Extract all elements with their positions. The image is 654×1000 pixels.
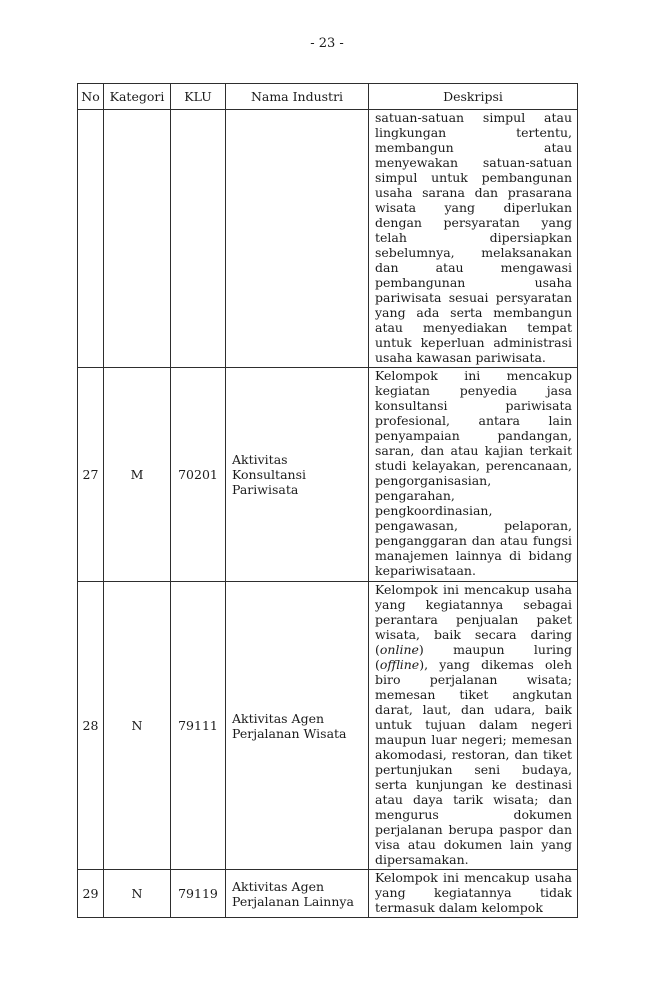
cell-nama-industri (226, 110, 369, 368)
cell-klu: 79119 (171, 870, 226, 918)
cell-kategori (104, 110, 171, 368)
header-nama-industri: Nama Industri (226, 84, 369, 110)
cell-nama-industri: Aktivitas Agen Perjalanan Lainnya (226, 870, 369, 918)
page-number: - 23 - (310, 36, 344, 51)
cell-no (78, 110, 104, 368)
cell-deskripsi: Kelompok ini mencakup kegiatan penyedia jasa konsultansi pariwisata profesional, antara lain penyampaian pandangan, saran, dan atau kajian terkait studi kelayakan, perencanaan, pengorganisasian, pengarahan, pengkoordinasian, pengawasan, pelaporan, penganggaran dan atau fungsi manajemen lainnya di bidang kepariwisataan. (369, 368, 578, 582)
cell-klu (171, 110, 226, 368)
cell-kategori: N (104, 582, 171, 870)
cell-deskripsi: Kelompok ini mencakup usaha yang kegiatannya sebagai perantara penjualan paket wisata, baik secara daring (online) maupun luring (offline), yang dikemas oleh biro perjalanan wisata; memesan tiket angkutan darat, laut, dan udara, baik untuk tujuan dalam negeri maupun luar negeri; memesan akomodasi, restoran, dan tiket pertunjukan seni budaya, serta kunjungan ke destinasi atau daya tarik wisata; dan mengurus dokumen perjalanan berupa paspor dan visa atau dokumen lain yang dipersamakan. (369, 582, 578, 870)
table-row-29 (78, 870, 578, 918)
cell-nama-industri: Aktivitas Konsultansi Pariwisata (226, 368, 369, 582)
cell-no: 28 (78, 582, 104, 870)
header-no: No (78, 84, 104, 110)
header-deskripsi: Deskripsi (369, 84, 578, 110)
table-row-27 (78, 368, 578, 582)
cell-kategori: N (104, 870, 171, 918)
header-klu: KLU (171, 84, 226, 110)
industry-classification-table (77, 83, 578, 918)
cell-klu: 79111 (171, 582, 226, 870)
table-row-continuation (78, 110, 578, 368)
cell-kategori: M (104, 368, 171, 582)
cell-no: 27 (78, 368, 104, 582)
header-kategori: Kategori (104, 84, 171, 110)
cell-nama-industri: Aktivitas Agen Perjalanan Wisata (226, 582, 369, 870)
cell-klu: 70201 (171, 368, 226, 582)
table-header-row (78, 84, 578, 110)
table-row-28 (78, 582, 578, 870)
cell-deskripsi: Kelompok ini mencakup usaha yang kegiatannya tidak termasuk dalam kelompok (369, 870, 578, 918)
cell-no: 29 (78, 870, 104, 918)
cell-deskripsi: satuan-satuan simpul atau lingkungan tertentu, membangun atau menyewakan satuan-satuan simpul untuk pembangunan usaha sarana dan prasarana wisata yang diperlukan dengan persyaratan yang telah dipersiapkan sebelumnya, melaksanakan dan atau mengawasi pembangunan usaha pariwisata sesuai persyaratan yang ada serta membangun atau menyediakan tempat untuk keperluan administrasi usaha kawasan pariwisata. (369, 110, 578, 368)
